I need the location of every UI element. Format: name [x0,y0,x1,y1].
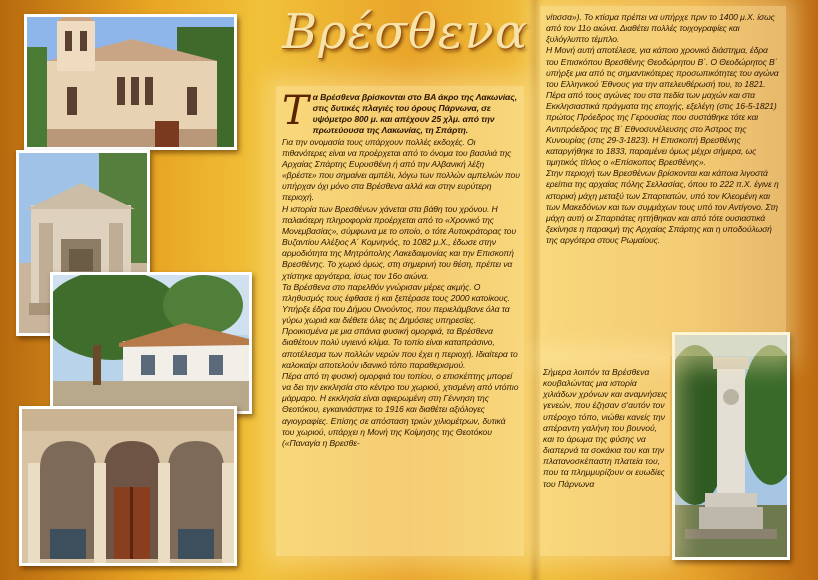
monument-photo [672,332,790,560]
church-photo [24,14,237,150]
paragraph: Πέρα από τη φυσική ομορφιά του τοπίου, ο επισκέπτης μπορεί να δει την εκκλησία στο κέντρο του χωριού, χτισμένη από ντόπιο μάρμαρο. Η εκκλησία είναι αφιερωμένη στη Γέννηση της Θεοτόκου, εγκαινιάστηκε το 1916 και διαθέτει αξιόλογες αγιογραφίες. Επίσης σε απόσταση τριών χιλιομέτρων, δυτικά του χωριού, υπάρχει η Μονή της Κοίμησης της Θεοτόκου («Παναγία η Βρεσθε- [282,370,519,448]
closing-paragraph: Σήμερα λοιπόν τα Βρέσθενα κουβαλώντας μια ιστορία χιλιάδων χρόνων και αναμνήσεις γενεών, που έζησαν σ'αυτόν τον υπέροχο τόπο, νιώθει κανείς την απέραντη γαλήνη του βουνού, και το άρωμα της φύσης να διαπερνά τα σοκάκια του και την πλατανοσκέπαστη πλατεία του, που τα πλημμυρίζουν οι ευωδίες του Πάρνωνα [543,367,668,489]
building-photo [50,272,252,414]
paragraph: Η ιστορία των Βρεσθένων χάνεται στα βάθη του χρόνου. Η παλαιότερη πληροφορία προέρχεται από το «Χρονικό της Μονεμβασίας», σύμφωνα με το οποίο, ο τότε Αυτοκράτορας του Βυζαντίου Αλέξιος Α΄ Κομνηνός, το 1082 μ.Χ., έδωσε στην αρμοδιότητα της Μητρόπολης Λακεδαιμονίας και την Επισκοπή Βρεσθένης. Το χωριό όμως, στη σημερινή του θέση, πρέπει να χτίστηκε αργότερα, ίσως τον 16ο αιώνα. [282,203,516,281]
intro-paragraph [282,88,520,137]
intro-text: α Βρέσθενα βρίσκονται στο ΒΑ άκρο της Λακωνίας, στις δυτικές πλαγιές του όρους Πάρνωνα, σε υψόμετρο 800 μ. και απέχουν 25 χλμ. από την πρωτεύουσα της Λακωνίας, τη Σπάρτη. [312,92,518,136]
paragraph: Τα Βρέσθενα στο παρελθόν γνώρισαν μέρες ακμής. Ο πληθυσμός τους έφθασε ή και ξεπέρασε τους 2000 κατοίκους. Υπήρξε έδρα του Δήμου Οινούντος, που περιελάμβανε όλα τα γύρω χωριά και διέθετε όλες τις Δημόσιες υπηρεσίες. [282,281,510,326]
paragraph: Προικισμένα με μια σπάνια φυσική ομορφιά, τα Βρέσθενα διαθέτουν πολύ υγιεινό κλίμα. Το τοπίο είναι καταπράσινο, αποτέλεσμα των πολλών νερών που έχει η περιοχή. Ιδιαίτερα το καλοκαίρι αποτελούν ιδανικό τόπο παραθερισμού. [282,326,518,370]
paragraph: Για την ονομασία τους υπάρχουν πολλές εκδοχές. Οι πιθανότερες είναι να προέρχεται από το όνομα του βασιλιά της Αρχαίας Σπάρτης Ευρυσθένη ή από την Αλβανική λέξη «βρέστε» που σημαίνει αμπέλι, λόγω των πολλών αμπελιών που υπήρχαν όχι μόνο στα Βρέσθενα αλλά και στην ευρύτερη περιοχή. [282,136,520,203]
text-column-left [282,88,520,449]
text-column-right [546,12,782,246]
arches-photo [19,406,237,566]
paragraph: νίτισσα»). Το κτίσμα πρέπει να υπήρχε πριν το 1400 μ.Χ. ίσως από τον 11ο αιώνα. Διαθέτει πολλές τοιχογραφίες και ξυλόγλυπτο τέμπλο. [546,12,775,45]
page-title: Βρέσθενα [282,4,529,60]
paragraph: Στην περιοχή των Βρεσθένων βρίσκονται και κάποια λιγοστά ερείπια της αρχαίας πόλης Σελλασίας, όπου το 222 π.Χ. έγινε η ιστορική μάχη μεταξύ των Σπαρτιατών, υπό τον Κλεομένη και των Μακεδόνων και των συμμάχων τους υπό τον Αντίγονο. Στη μάχη αυτή οι Σπαρτιάτες ηττήθηκαν και από τότε ουσιαστικά ξεκίνησε η παρακμή της Αρχαίας Σπάρτης και η υποδούλωσή της αργότερα στους Ρωμαίους. [546,168,779,246]
paragraph: Η Μονή αυτή αποτέλεσε, για κάποιο χρονικό διάστημα, έδρα του Επισκόπου Βρεσθένης Θεοδώρητου Β΄. Ο Θεοδώρητος Β΄ υπήρξε μια από τις σημαντικότερες προσωπικότητες του αγώνα του Ελληνικού Έθνους για την απελευθέρωσή του, το 1821. Πέρα από τους αγώνες του στα πεδία των μαχών και στα Εκκλησιαστικά πράγματα της εποχής, εξελέγη (στις 16-5-1821) πρώτος Πρόεδρος της Γερουσίας που συστάθηκε τότε και Αντιπρόεδρος της Β΄ Εθνοσυνέλευσης στο Άστρος της Κυνουρίας (στις 29-3-1823). Η Επισκοπή Βρεσθένης καταργήθηκε το 1833, παραμένει όμως μέχρι σήμερα, ως τιμητικός τίτλος ο «Επίσκοπος Βρεσθένης». [546,45,779,168]
drop-cap: Τ [282,88,309,134]
